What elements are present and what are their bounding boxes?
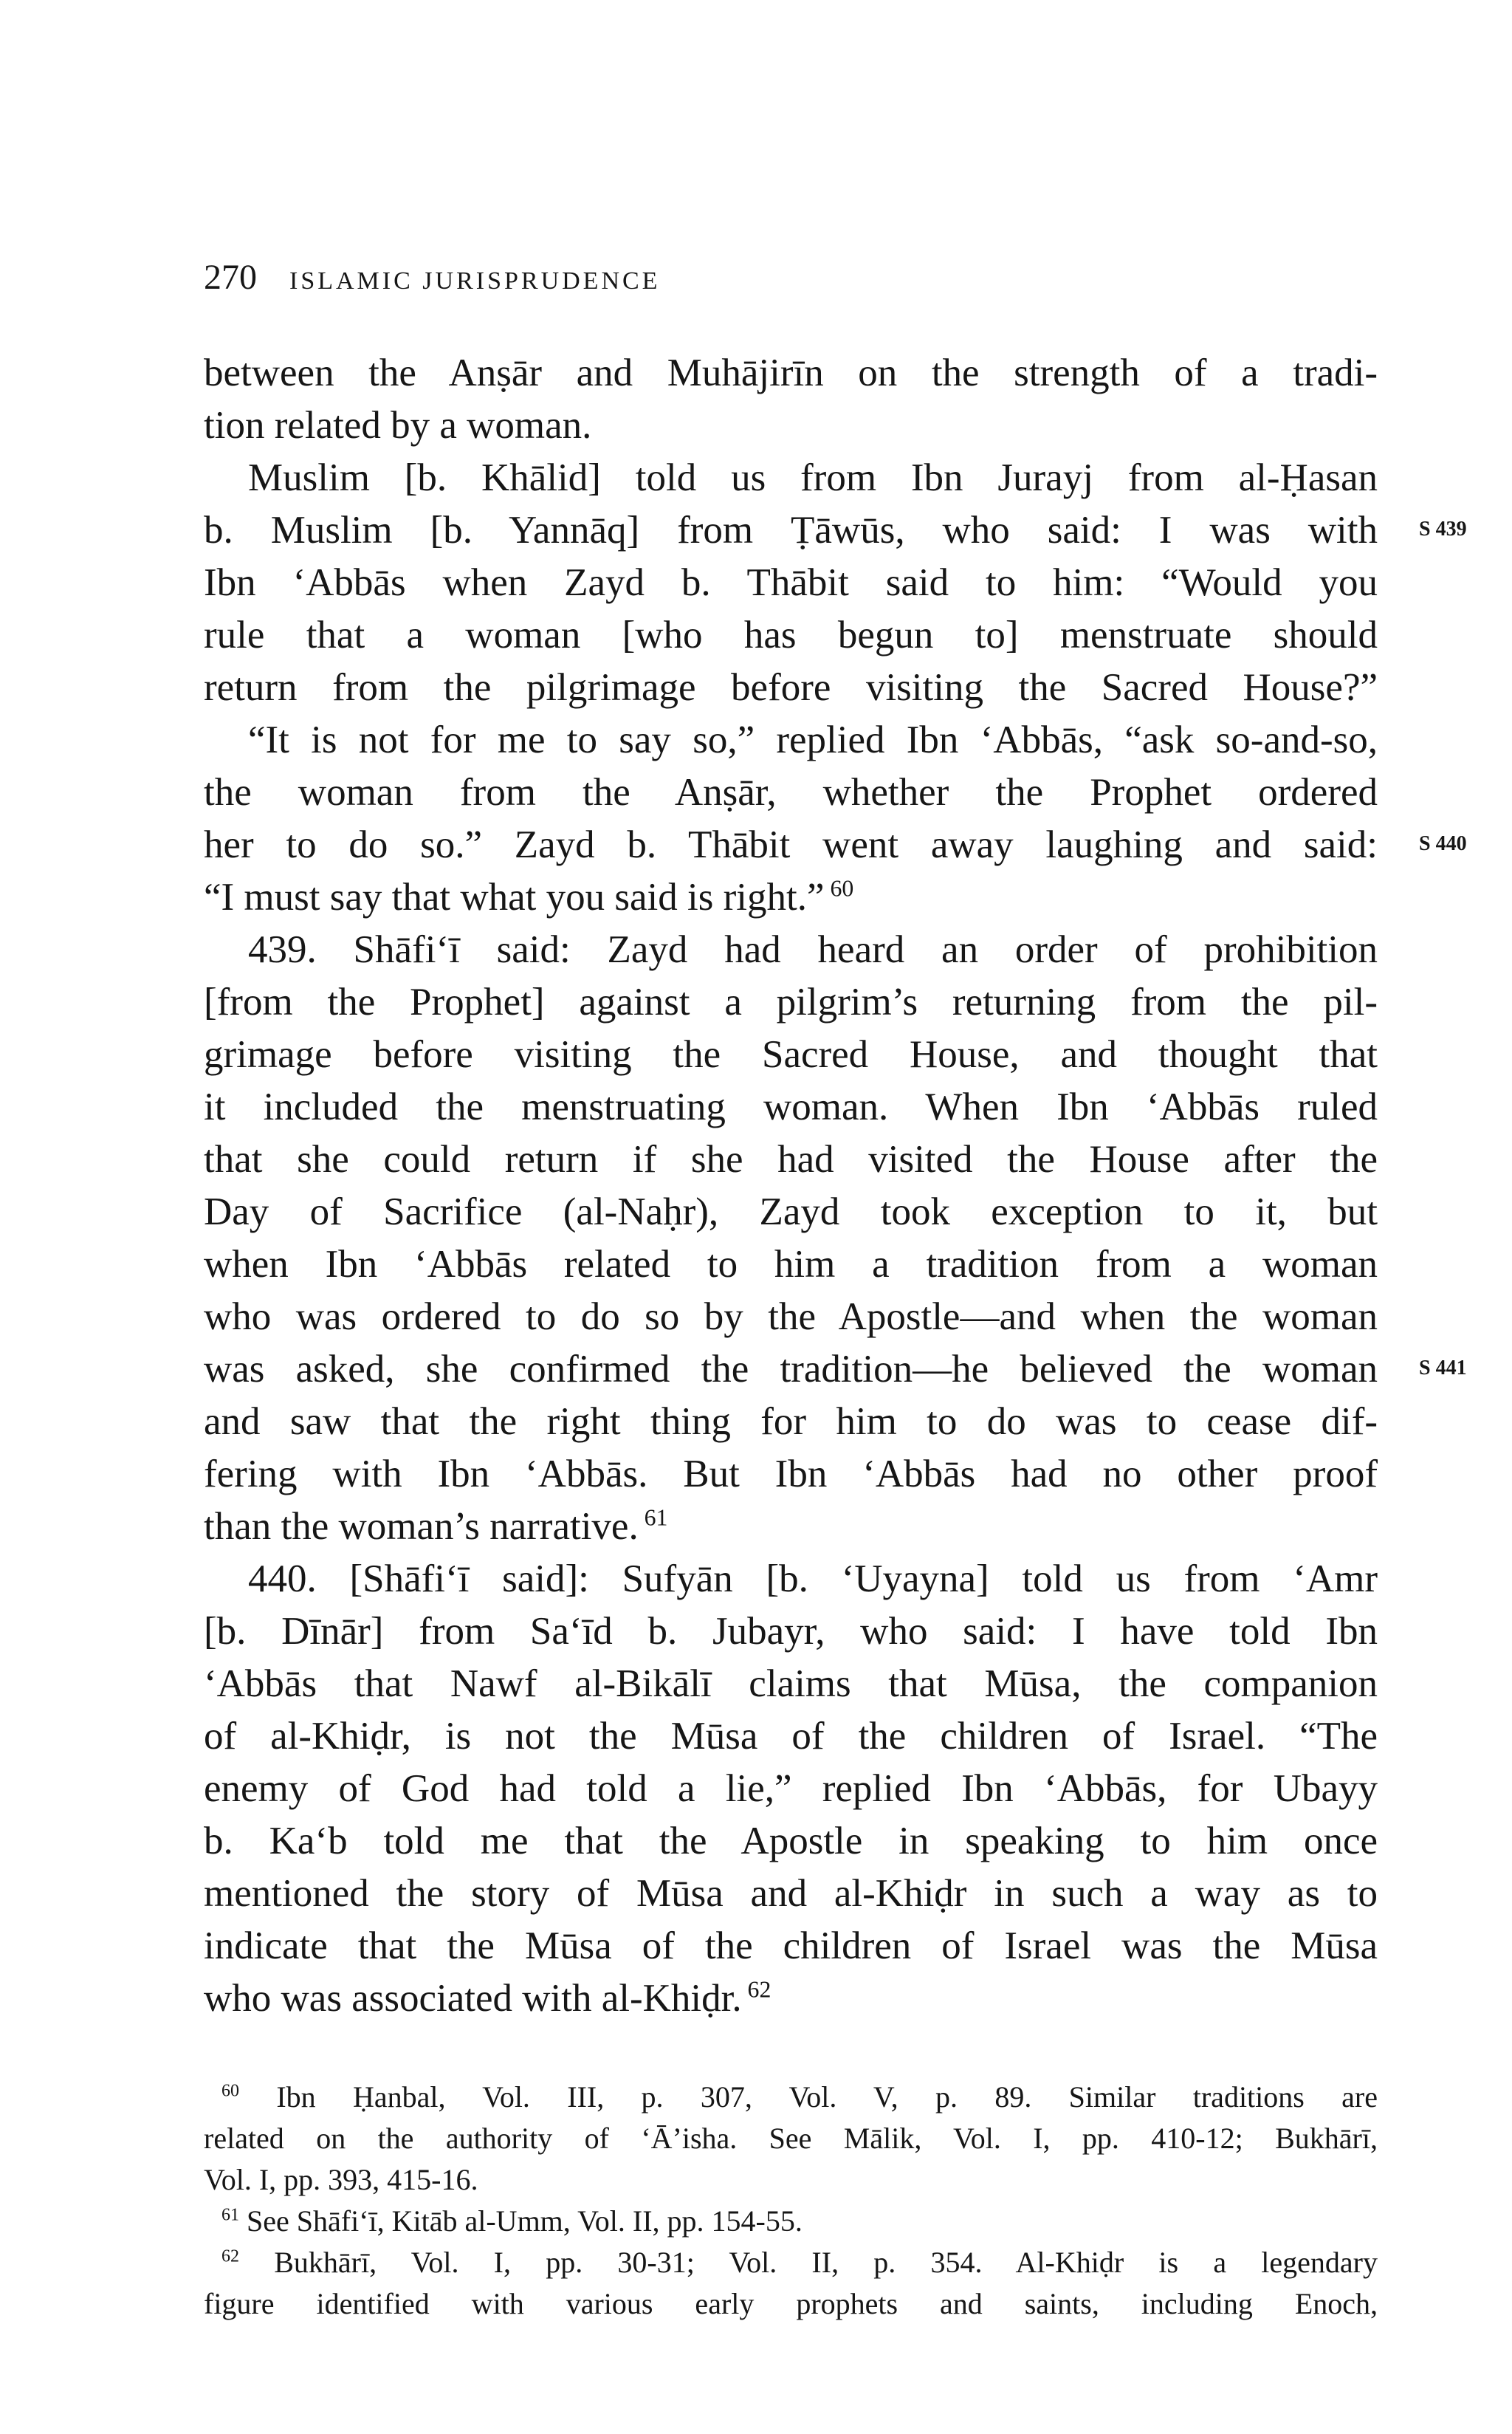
text-line [204, 1029, 1378, 1081]
section-reference: S 440 [1419, 832, 1467, 855]
page-number: 270 [204, 258, 257, 297]
text-line [204, 767, 1378, 819]
text-line [204, 976, 1378, 1029]
text-line-content: fering with Ibn ‘Abbās. But Ibn ‘Abbās had no other proof [204, 1453, 1378, 1495]
text-line [204, 871, 1378, 924]
footnotes [204, 2077, 1378, 2325]
text-line-content: who was ordered to do so by the Apostle—and when the woman [204, 1295, 1378, 1338]
text-line [204, 347, 1378, 400]
text-line [204, 400, 1378, 452]
text-line-content: grimage before visiting the Sacred House, and thought that [204, 1033, 1378, 1076]
text-line [204, 1815, 1378, 1868]
text-line-content: and saw that the right thing for him to do was to cease dif- [204, 1400, 1378, 1443]
footnote-text: Bukhārī, Vol. I, pp. 30-31; Vol. II, p. 354. Al-Khiḍr is a legendary [239, 2246, 1378, 2279]
footnote-line [204, 2159, 1378, 2201]
footnote-text: See Shāfi‘ī, Kitāb al-Umm, Vol. II, pp. 154-55. [239, 2204, 803, 2238]
text-line-content: her to do so.” Zayd b. Thābit went away laughing and said: [204, 823, 1378, 866]
footnote-number: 62 [221, 2246, 239, 2266]
text-line-content: Day of Sacrifice (al-Naḥr), Zayd took exception to it, but [204, 1190, 1378, 1233]
text-line-content: 439. Shāfi‘ī said: Zayd had heard an order of prohibition [248, 928, 1378, 971]
text-line-content: “It is not for me to say so,” replied Ibn ‘Abbās, “ask so-and-so, [248, 719, 1378, 761]
footnote-line [204, 2077, 1378, 2118]
footnote-marker: 60 [824, 875, 854, 902]
section-reference: S 441 [1419, 1357, 1467, 1379]
text-line [204, 1553, 1378, 1605]
text-line [204, 924, 1378, 976]
text-line-content: tion related by a woman. [204, 404, 592, 447]
text-line [204, 1920, 1378, 1972]
running-header [204, 257, 660, 298]
running-title: ISLAMIC JURISPRUDENCE [289, 267, 661, 295]
text-line [204, 609, 1378, 662]
footnote-line [204, 2283, 1378, 2325]
text-line [204, 819, 1378, 871]
text-line-content: of al-Khiḍr, is not the Mūsa of the children of Israel. “The [204, 1715, 1378, 1758]
text-line-content: b. Ka‘b told me that the Apostle in speaking to him once [204, 1820, 1378, 1862]
text-line [204, 1238, 1378, 1291]
text-line-content: between the Anṣār and Muhājirīn on the strength of a tradi- [204, 352, 1378, 394]
text-line [204, 1134, 1378, 1186]
text-line-content: [from the Prophet] against a pilgrim’s returning from the pil- [204, 981, 1378, 1024]
text-line [204, 1605, 1378, 1658]
text-line-content: rule that a woman [who has begun to] menstruate should [204, 614, 1378, 657]
footnote-text: related on the authority of ‘Ā’isha. See Mālik, Vol. I, pp. 410-12; Bukhārī, [204, 2122, 1378, 2155]
text-line-content: “I must say that what you said is right.” [204, 876, 825, 919]
text-line [204, 1501, 1378, 1553]
text-line [204, 1186, 1378, 1238]
text-line [204, 662, 1378, 714]
text-line-content: the woman from the Anṣār, whether the Prophet ordered [204, 771, 1378, 814]
text-line-content: mentioned the story of Mūsa and al-Khiḍr in such a way as to [204, 1872, 1378, 1915]
footnote-number: 61 [221, 2205, 239, 2225]
text-line-content: return from the pilgrimage before visiting the Sacred House?” [204, 666, 1378, 709]
text-line-content: 440. [Shāfi‘ī said]: Sufyān [b. ‘Uyayna] told us from ‘Amr [248, 1557, 1378, 1600]
text-line [204, 557, 1378, 609]
text-line [204, 1396, 1378, 1448]
footnote-marker: 61 [638, 1504, 668, 1531]
text-line [204, 1972, 1378, 2025]
text-line-content: enemy of God had told a lie,” replied Ibn ‘Abbās, for Ubayy [204, 1767, 1378, 1810]
text-line-content: who was associated with al-Khiḍr. [204, 1977, 742, 2020]
text-line-content: [b. Dīnār] from Sa‘īd b. Jubayr, who said: I have told Ibn [204, 1610, 1378, 1653]
body-text [204, 347, 1378, 2025]
footnote-text: figure identified with various early prophets and saints, including Enoch, [204, 2287, 1378, 2320]
text-line-content: Muslim [b. Khālid] told us from Ibn Jurayj from al-Ḥasan [248, 456, 1378, 499]
footnote-line [204, 2242, 1378, 2283]
text-line-content: that she could return if she had visited the House after the [204, 1138, 1378, 1181]
text-line-content: ‘Abbās that Nawf al-Bikālī claims that Mūsa, the companion [204, 1662, 1378, 1705]
text-line [204, 1763, 1378, 1815]
text-line [204, 1448, 1378, 1501]
footnote-marker: 62 [741, 1976, 772, 2003]
section-reference: S 439 [1419, 518, 1467, 541]
text-line-content: was asked, she confirmed the tradition—he believed the woman [204, 1348, 1378, 1391]
text-line [204, 1291, 1378, 1343]
text-line [204, 1081, 1378, 1134]
text-line [204, 714, 1378, 767]
footnote-text: Vol. I, pp. 393, 415-16. [204, 2163, 478, 2196]
footnote-line [204, 2201, 1378, 2242]
text-line-content: Ibn ‘Abbās when Zayd b. Thābit said to him: “Would you [204, 561, 1378, 604]
text-line [204, 1343, 1378, 1396]
footnote-line [204, 2118, 1378, 2159]
text-line-content: indicate that the Mūsa of the children of Israel was the Mūsa [204, 1924, 1378, 1967]
text-line [204, 1710, 1378, 1763]
text-line-content: when Ibn ‘Abbās related to him a tradition from a woman [204, 1243, 1378, 1286]
footnote-text: Ibn Ḥanbal, Vol. III, p. 307, Vol. V, p. 89. Similar traditions are [239, 2080, 1378, 2114]
text-line-content: b. Muslim [b. Yannāq] from Ṭāwūs, who said: I was with [204, 509, 1378, 552]
text-line [204, 1658, 1378, 1710]
text-line-content: it included the menstruating woman. When Ibn ‘Abbās ruled [204, 1086, 1378, 1128]
text-line [204, 504, 1378, 557]
text-line [204, 1868, 1378, 1920]
text-line [204, 452, 1378, 504]
text-line-content: than the woman’s narrative. [204, 1505, 639, 1548]
footnote-number: 60 [221, 2081, 239, 2101]
